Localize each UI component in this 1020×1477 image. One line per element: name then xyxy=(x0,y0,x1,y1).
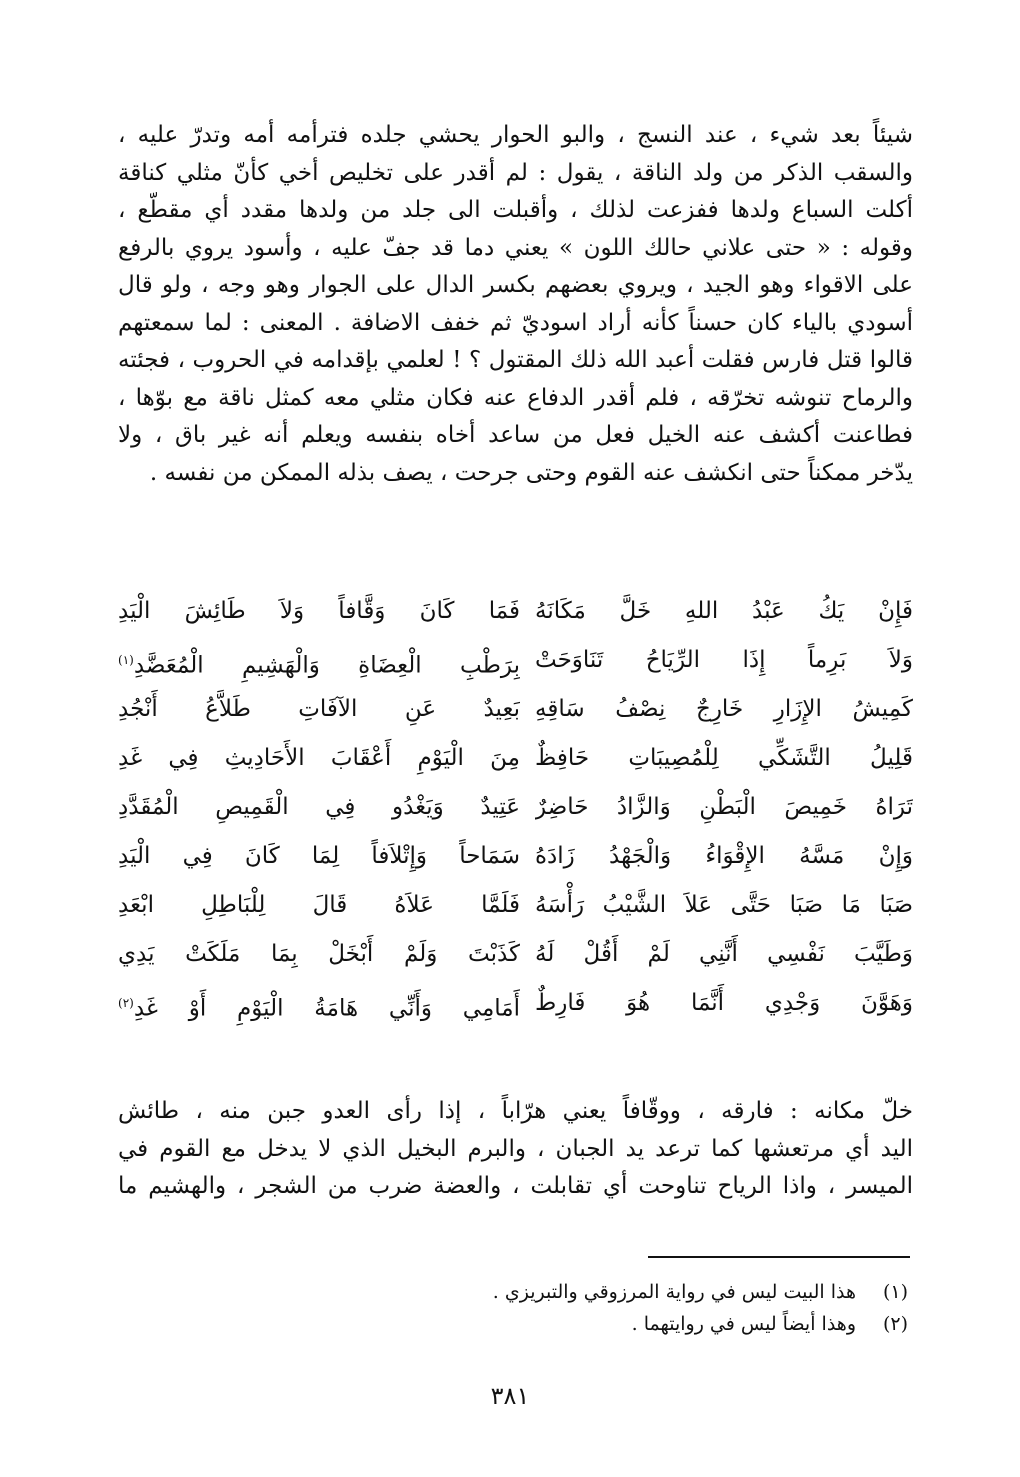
commentary-bottom xyxy=(118,1093,913,1206)
hemistich-text: مِنَ الْيَوْمِ أَعْقَابَ الأَحَادِيثِ فِي غَدِ xyxy=(118,745,520,771)
verse xyxy=(118,979,913,1028)
text-line: والرماح تنوشه تخرّقه ، فلم أقدر الدفاع عنه فكان مثلي معه كمثل ناقة مع بوّها ، xyxy=(118,384,913,411)
verse xyxy=(118,587,913,636)
verse-first-hemistich: وَإِنْ مَسَّهُ الإِقْوَاءُ وَالْجَهْدُ زَادَهُ xyxy=(535,843,913,869)
footnotes xyxy=(208,1276,908,1340)
hemistich-text: كَذَبْتَ وَلَمْ أَبْخَلْ بِمَا مَلَكَتْ يَدِي xyxy=(118,941,520,967)
verse-first-hemistich: فَإِنْ يَكُ عَبْدُ اللهِ خَلَّ مَكَانَهُ xyxy=(535,598,913,624)
verse-first-hemistich: تَرَاهُ خَمِيصَ الْبَطْنِ وَالزَّادُ حَاضِرٌ xyxy=(535,794,913,820)
footnote xyxy=(208,1276,908,1308)
commentary-top xyxy=(118,117,913,492)
verse-second-hemistich xyxy=(118,734,520,783)
text-line: والسقب الذكر من ولد الناقة ، يقول : لم أقدر على تخليص أخي كأنّ مثلي كناقة xyxy=(118,159,913,186)
verse-second-hemistich xyxy=(118,979,520,1028)
footnote-divider xyxy=(648,1256,910,1258)
hemistich-text: بَعِيدٌ عَنِ الآفَاتِ طَلاَّعُ أَنْجُدِ xyxy=(118,696,520,722)
footnote-number: (٢) xyxy=(882,1313,908,1335)
verse xyxy=(118,930,913,979)
verse-first-hemistich: صَبَا مَا صَبَا حَتَّى عَلاَ الشَّيْبُ رَأْسَهُ xyxy=(535,892,913,918)
footnote-marker: (٢) xyxy=(118,996,134,1010)
text-line: خلّ مكانه : فارقه ، ووقّافاً يعني هرّاباً ، إذا رأى العدو جبن منه ، طائش xyxy=(118,1098,913,1124)
hemistich-text: بِرَطْبِ الْعِضَاةِ وَالْهَشِيمِ الْمُعَضَّدِ xyxy=(133,652,520,679)
verse xyxy=(118,685,913,734)
verse-second-hemistich xyxy=(118,832,520,881)
footnote-text: هذا البيت ليس في رواية المرزوقي والتبريزي . xyxy=(492,1281,856,1303)
verse-second-hemistich xyxy=(118,881,520,930)
text-line: أكلت السباع ولدها ففزعت لذلك ، وأقبلت الى جلد من ولدها مقدد أي مقطّع ، xyxy=(118,197,913,223)
verse-first-hemistich: كَمِيشُ الإِزَارِ خَارِجٌ نِصْفُ سَاقِهِ xyxy=(535,696,913,722)
text-line: شيئاً بعد شيء ، عند النسج ، والبو الحوار يحشي جلده فترأمه أمه وتدرّ عليه ، xyxy=(118,122,913,148)
text-line: يدّخر ممكناً حتى انكشف عنه القوم وحتى جرحت ، يصف بذله الممكن من نفسه . xyxy=(149,459,913,486)
verse-first-hemistich: قَلِيلُ التَّشَكِّي لِلْمُصِيبَاتِ حَافِظٌ xyxy=(535,745,913,771)
verse-first-hemistich: وَهَوَّنَ وَجْدِي أَنَّمَا هُوَ فَارِطٌ xyxy=(535,990,913,1016)
verse-second-hemistich xyxy=(118,783,520,832)
text-line: قالوا قتل فارس فقلت أعبد الله ذلك المقتول ؟ ! لعلمي بإقدامه في الحروب ، فجئته xyxy=(118,347,913,373)
verse-first-hemistich: وَلاَ بَرِماً إِذَا الرِّيَاحُ تَنَاوَحَتْ xyxy=(535,647,913,673)
text-line: على الاقواء وهو الجيد ، ويروي بعضهم بكسر الدال على الجوار وهو وجه ، ولو قال xyxy=(118,272,913,298)
poem xyxy=(118,587,913,1028)
verse xyxy=(118,832,913,881)
hemistich-text: فَمَا كَانَ وَقَّافاً وَلاَ طَائِشَ الْيَدِ xyxy=(118,598,520,624)
hemistich-text: عَتِيدٌ وَيَغْدُو فِي الْقَمِيصِ الْمُقَدَّدِ xyxy=(118,794,520,820)
page-number: ٣٨١ xyxy=(490,1382,530,1410)
verse xyxy=(118,783,913,832)
hemistich-text: سَمَاحاً وَإِتْلاَفاً لِمَا كَانَ فِي الْيَدِ xyxy=(118,843,520,869)
verse xyxy=(118,881,913,930)
verse xyxy=(118,734,913,783)
text-line: اليد أي مرتعشها كما ترعد يد الجبان ، والبرم البخيل الذي لا يدخل مع القوم في xyxy=(118,1135,913,1162)
footnote-marker: (١) xyxy=(118,653,134,667)
verse-second-hemistich xyxy=(118,685,520,734)
verse-second-hemistich xyxy=(118,636,520,685)
text-line: الميسر ، واذا الرياح تناوحت أي تقابلت ، والعضة ضرب من الشجر ، والهشيم ما xyxy=(118,1173,913,1199)
footnote-text: وهذا أيضاً ليس في روايتهما . xyxy=(631,1313,856,1335)
footnote xyxy=(208,1308,908,1340)
text-line: وقوله : « حتى علاني حالك اللون » يعني دما قد جفّ عليه ، وأسود يروي بالرفع xyxy=(118,234,913,261)
text-line: فطاعنت أكشف عنه الخيل فعل من ساعد أخاه بنفسه ويعلم أنه غير باق ، ولا xyxy=(118,422,913,448)
verse-second-hemistich xyxy=(118,930,520,979)
verse-second-hemistich xyxy=(118,587,520,636)
verse xyxy=(118,636,913,685)
footnote-number: (١) xyxy=(882,1281,908,1303)
text-line: أسودي بالياء كان حسناً كأنه أراد اسوديّ ثم خفف الاضافة . المعنى : لما سمعتهم xyxy=(118,309,913,336)
hemistich-text: أَمَامِي وَأَنِّي هَامَةُ الْيَوْمِ أَوْ غَدِ xyxy=(133,995,520,1022)
verse-first-hemistich: وَطَيَّبَ نَفْسِي أَنَّنِي لَمْ أَقُلْ لَهُ xyxy=(535,941,913,967)
hemistich-text: فَلَمَّا عَلاَهُ قَالَ لِلْبَاطِلِ ابْعَدِ xyxy=(118,892,520,918)
